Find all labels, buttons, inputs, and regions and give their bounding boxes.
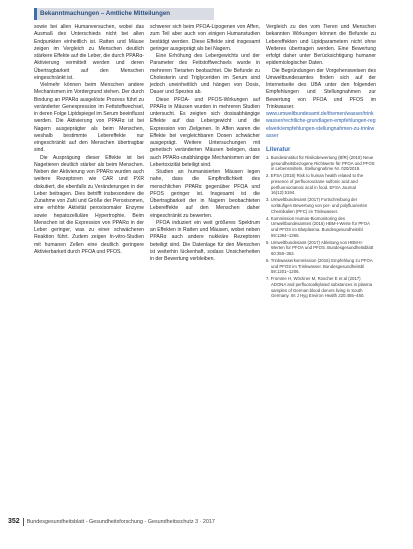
paragraph: Die Begründungen der Vorgehensweisen des Umweltbundesamtes finden sich auf der Internetseite des UBA unter den folgenden Empfehlungen und Stellungnahmen zur Bewertung von PFOA und PFOS im Trinkwasser.	[266, 67, 376, 110]
paragraph: Die Ausprägung dieser Effekte ist bei Nagetieren deutlich stärker als beim Menschen. Neben der Aktivierung von PPARα wurden auch weitere Rezeptoren wie CAR und PXR diskutiert, die ebenfalls zu Veränderungen in der Leber beitragen. Dies betrifft insbesondere die Zunahme von Zahl und Größe der Peroxisomen, eine erhöhte Aktivität peroxisomaler Enzyme sowie hepatozelluläre Hypertrophie. Beim Menschen ist die Expression von PPARα in der Leber geringer, was zu einer schwächeren Reaktion führt. Zudem zeigen In-vitro-Studien mit humanen Zellen eine deutlich geringere Aktivierbarkeit durch PFOA und PFOS.	[34, 154, 144, 255]
paragraph: schwerer sich beim PFOA-Lipogenen von Affen, zum Teil aber auch von einigen Humanstudien bestätigt werden. Diese Effekte sind insgesamt geringer ausgeprägt als bei Nagern.	[150, 24, 260, 52]
page-number: 352	[8, 518, 20, 525]
reference-list	[266, 155, 376, 299]
reference-item: 3. Umweltbundesamt (2017) Fortschreibung der vorläufigen Bewertung von per- und polyfluorierten Chemikalien (PFC) im Trinkwasser.	[266, 197, 368, 214]
paragraph: Studien an humanisierten Mäusen legen nahe, dass die Empfindlichkeit des menschlichen PPARα gegenüber PFOA und PFOS geringer ist. Insgesamt ist die Übertragbarkeit der in Nagern beobachteten Lebereffekte auf den Menschen daher eingeschränkt zu bewerten.	[150, 169, 260, 219]
reference-item: 4. Kommission Human-Biomonitoring des Umweltbundesamtes (2016) HBM-I-Werte für PFOA und PFOS im Blutplasma. Bundesgesundheitsbl 59:1364–1365.	[266, 215, 370, 238]
paragraph: Eine Erhöhung des Lebergewichts und der Parameter des Fettstoffwechsels wurde in mehreren Tierarten beobachtet. Die Befunde zu Cholesterin und Triglyceriden im Serum sind jedoch uneinheitlich und hängen von Dosis, Dauer und Spezies ab.	[150, 53, 260, 96]
web-link[interactable]: www.umweltbundesamt.de/themen/wasser/trinkwasser/rechtliche-grundlagen-empfehlungen-regelwerk/empfehlungen-stellungnahmen-zu-trinkwasser	[266, 111, 376, 139]
page-footer	[8, 517, 405, 527]
text-column-3	[266, 24, 376, 300]
paragraph: Vielmehr können beim Menschen andere Mechanismen im Vordergrund stehen. Der durch Bindung an PPARα ausgelöste Prozess führt zu veränderter Genexpression im Fettstoffwechsel, in deren Folge Lipidspiegel im Serum beeinflusst werden. Die Aktivierung von PPARα ist bei Nagern ausgeprägter als beim Menschen, weshalb bestimmte Lebereffekte nur eingeschränkt auf den Menschen übertragbar sind.	[34, 82, 144, 154]
paragraph: PFOA induziert ein weit größeres Spektrum an Effekten in Ratten und Mäusen, wobei neben PPARα auch andere nukleäre Rezeptoren beteiligt sind. Die Datenlage für den Menschen ist weiterhin lückenhaft, sodass Unsicherheiten in der Bewertung verbleiben.	[150, 219, 260, 262]
reference-item: 1. Bundesinstitut für Risikobewertung (BfR) (2018) Neue gesundheitsbezogene Richtwerte für PFOA und PFOS in Lebensmitteln. Stellungnahme Nr. 020/2019.	[266, 155, 375, 172]
footer-divider	[23, 518, 24, 526]
paragraph: sowie bei allen Humanversuchen, wobei das Ausmaß des Unterschieds nicht bei allen Endpunkten einheitlich ist. Ratten und Mäuse zeigen im Vergleich zu Menschen deutlich stärkere Effekte auf die Leber, die durch PPARα-Aktivierung vermittelt werden und deren Übertragbarkeit auf den Menschen eingeschränkt ist.	[34, 24, 144, 81]
text-column-2	[150, 24, 260, 263]
reference-item: 2. EFSA (2018) Risk to human health related to the presence of perfluorooctane sulfonic acid and perfluorooctanoic acid in food. EFSA Journal 16(12):5194.	[266, 173, 364, 196]
paragraph: Vergleich zu den vom Tieren und Menschen bekannten Wirkungen können die Befunde zu Lebereffekten und Lipidparametern nicht ohne Weiteres übertragen werden. Eine Bewertung erfolgt daher unter Berücksichtigung humaner epidemiologischer Daten.	[266, 24, 376, 67]
section-header-bar: Bekanntmachungen – Amtliche Mitteilungen	[34, 8, 214, 20]
text-column-1	[34, 24, 144, 256]
journal-citation: Bundesgesundheitsblatt - Gesundheitsforschung - Gesundheitsschutz 3 · 2017	[26, 519, 215, 525]
reference-item: 6. Trinkwasserkommission (2016) Empfehlung zu PFOA und PFOS im Trinkwasser. Bundesgesundheitsbl 59:1201–1206.	[266, 258, 373, 275]
literature-heading: Literatur	[266, 147, 291, 153]
paragraph: Diese PFOA- und PFOS-Wirkungen auf PPARα in Mäusen wurden in mehreren Studien untersucht. Es zeigten sich dosisabhängige Effekte auf das Lebergewicht und die Expression von Zielgenen. In Affen waren die Effekte bei vergleichbaren Dosen schwächer ausgeprägt. Weitere Untersuchungen mit genetisch veränderten Mäusen belegen, dass auch PPARα-unabhängige Mechanismen an der Lebertoxizität beteiligt sind.	[150, 96, 260, 168]
reference-item: 7. Fromme H, Wöckner M, Roscher E et al (2017) ADONA and perfluoroalkylated substances in plasma samples of German blood donors living in South Germany. Int J Hyg Environ Health 220:455–460.	[266, 276, 373, 299]
reference-item: 5. Umweltbundesamt (2017) Ableitung von HBM-II-Werten für PFOA und PFOS. Bundesgesundheitsblatt 60:350–352.	[266, 239, 374, 256]
